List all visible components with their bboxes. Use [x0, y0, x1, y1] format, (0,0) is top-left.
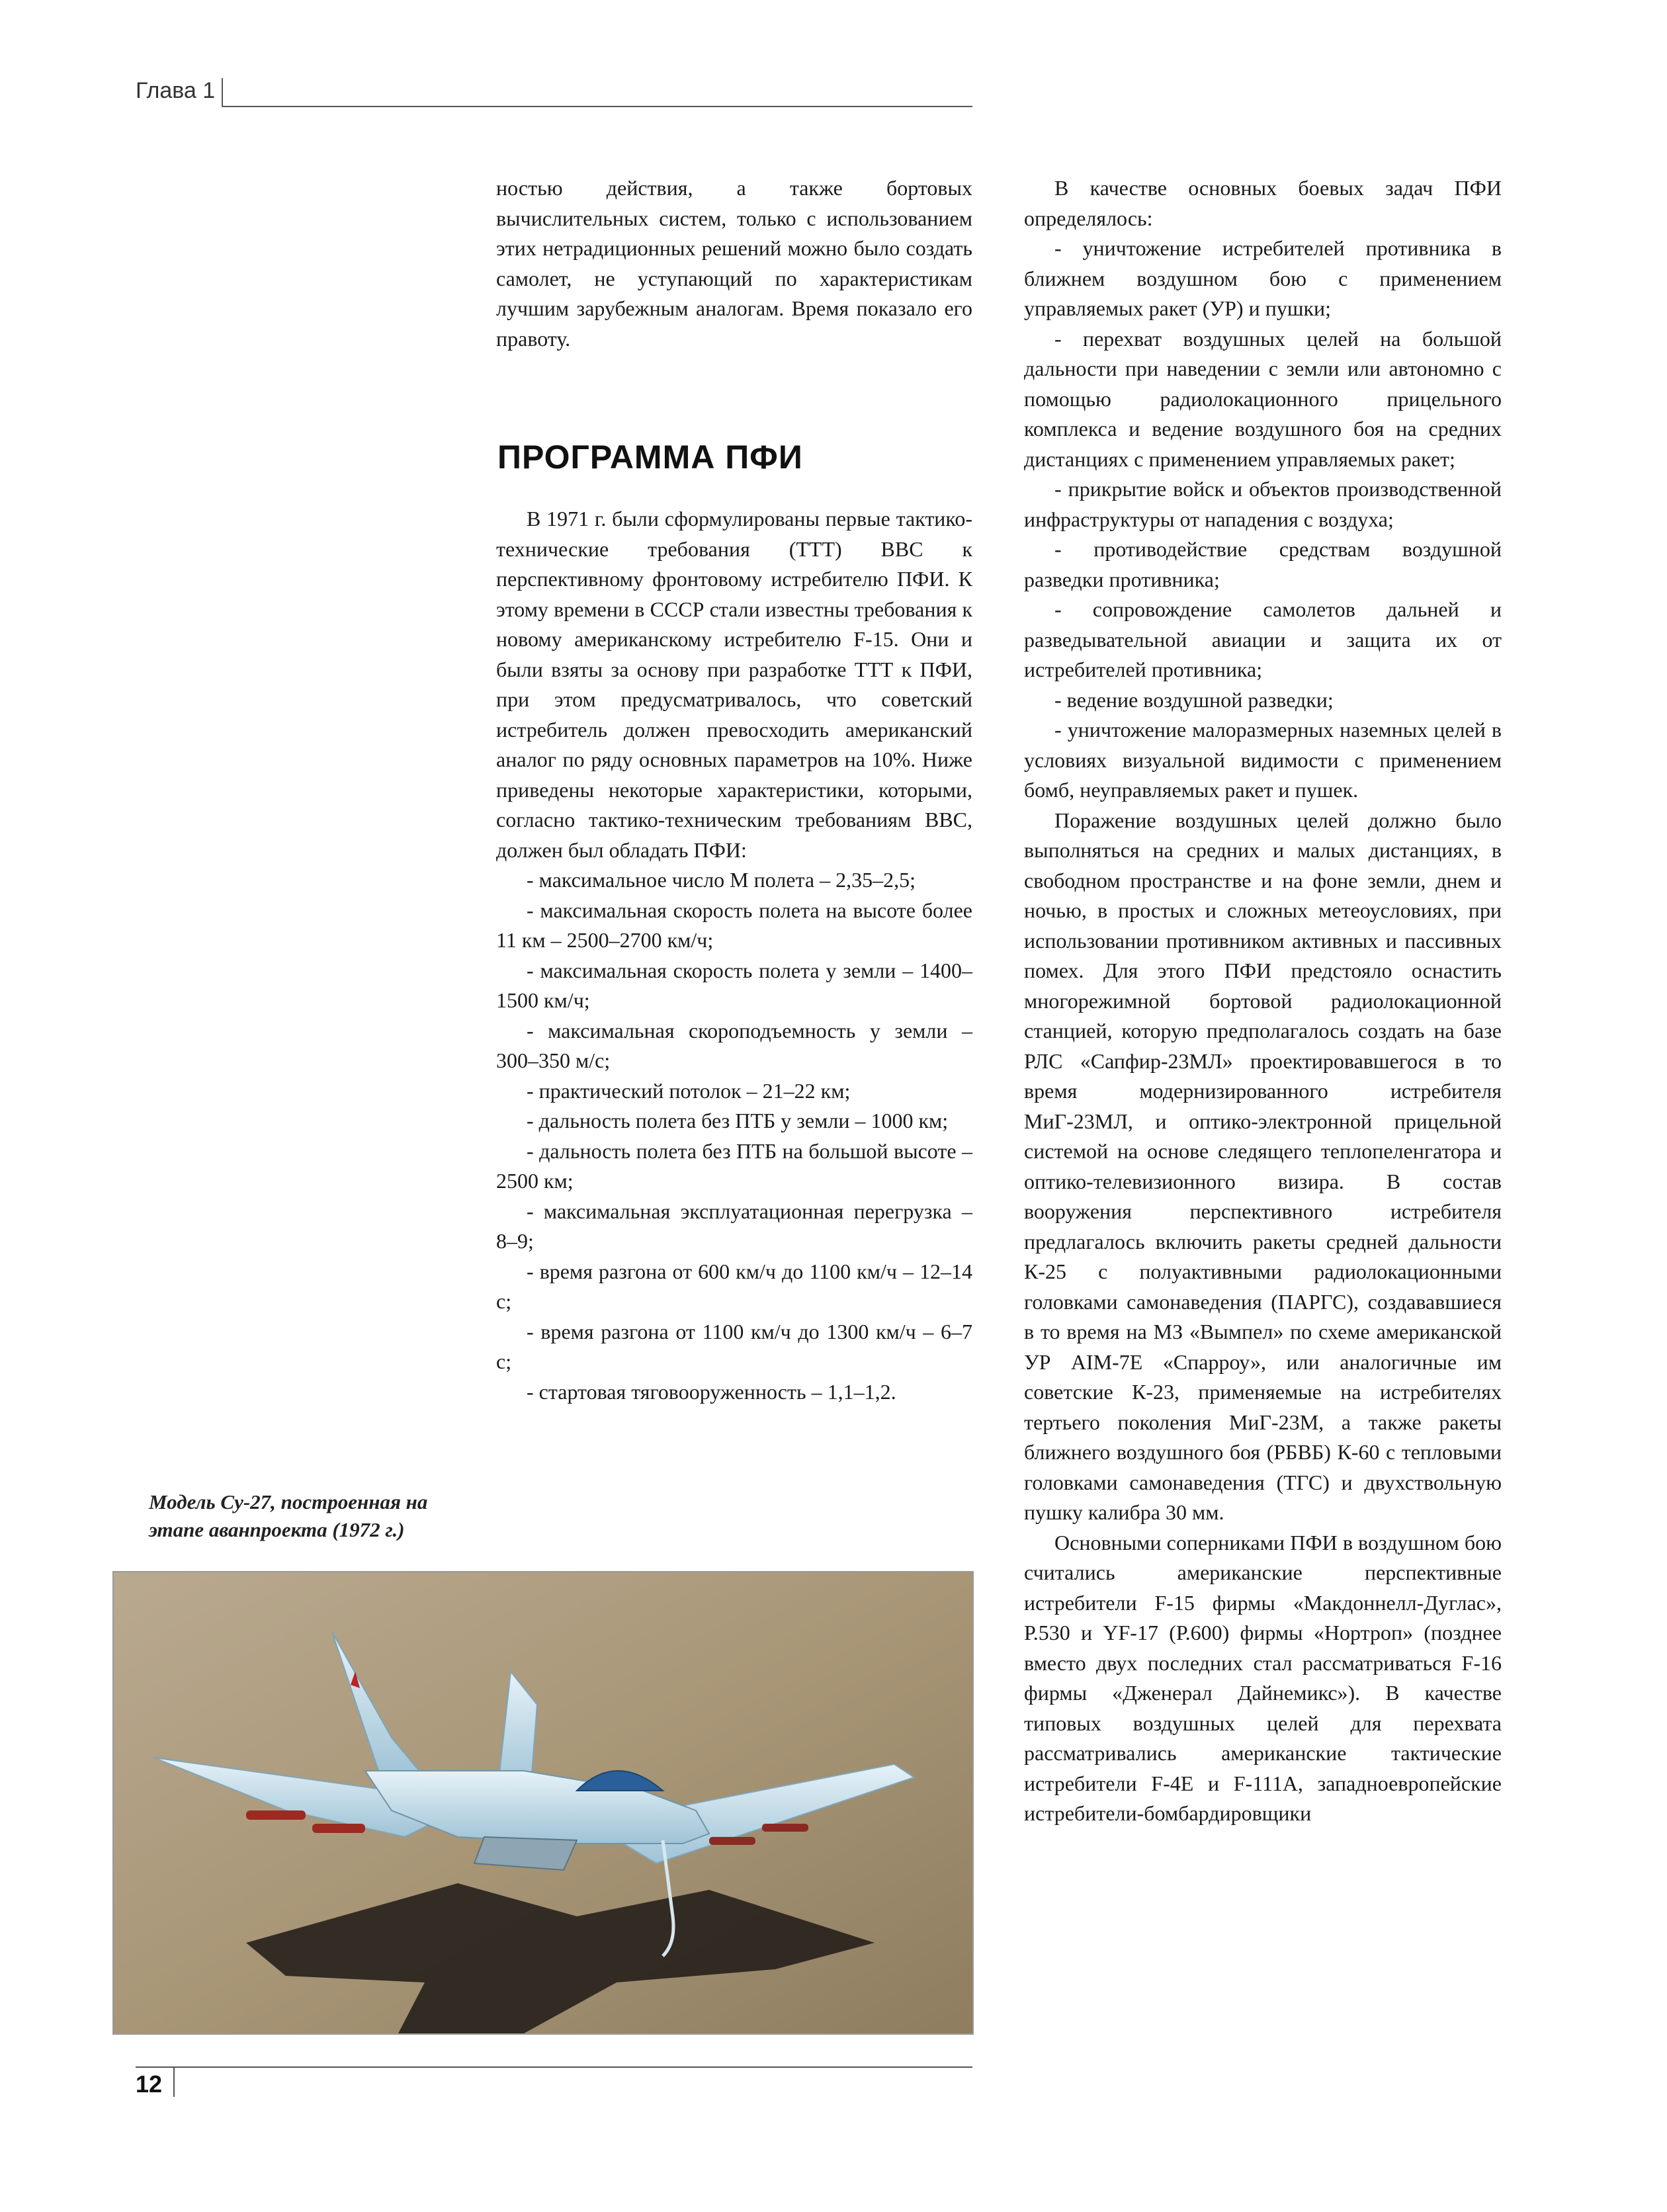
list-item: - перехват воздушных целей на большой дальности при наведении с земли или автономно с помощью радиолокационного прицельного комплекса и ведение воздушного боя на средних дистанциях с применением управляемых ракет; — [1024, 326, 1502, 471]
list-item: - противодействие средствам воздушной разведки противника; — [1024, 537, 1502, 591]
list-item: - максимальная эксплуатационная перегрузка – 8–9; — [496, 1199, 972, 1253]
column-3 — [1024, 173, 1502, 1829]
list-item: - уничтожение истребителей противника в ближнем воздушном бою с применением управляемых ракет (УР) и пушки; — [1024, 236, 1502, 320]
list-item: - уничтожение малоразмерных наземных целей в условиях визуальной видимости с применением бомб, неуправляемых ракет и пушек. — [1024, 718, 1502, 802]
list-item: - максимальная скорость полета у земли – 1400–1500 км/ч; — [496, 958, 972, 1012]
aircraft-model-illustration — [114, 1572, 972, 2033]
list-item: - практический потолок – 21–22 км; — [527, 1078, 851, 1103]
photo-caption: Модель Су-27, построенная на этапе аванпроекта (1972 г.) — [149, 1490, 428, 1541]
list-item: - сопровождение самолетов дальней и разведывательной авиации и защита их от истребителей противника; — [1024, 597, 1502, 681]
list-item: - время разгона от 600 км/ч до 1100 км/ч – 12–14 с; — [496, 1259, 972, 1313]
aircraft-model-photo — [112, 1571, 974, 2035]
footer-tick — [173, 2068, 175, 2097]
footer-rule — [136, 2066, 972, 2068]
list-item: - максимальное число М полета – 2,35–2,5; — [527, 868, 916, 892]
paragraph: В 1971 г. были сформулированы первые тактико-технические требования (ТТТ) ВВС к перспективному фронтовому истребителю ПФИ. К этому времени в СССР стали известны требования к новому американскому истребителю F-15. Они и были взяты за основу при разработке ТТТ к ПФИ, при этом предусматривалось, что советский истребитель должен превосходить американский аналог по ряду основных параметров на 10%. Ниже приведены некоторые характеристики, которыми, согласно тактико-техническим требованиям ВВС, должен был обладать ПФИ: — [496, 507, 972, 862]
paragraph: ностью действия, а также бортовых вычислительных систем, только с использованием этих нетрадиционных решений можно было создать самолет, не уступающий по характеристикам лучшим зарубежным аналогам. Время показало его правоту. — [496, 176, 972, 351]
paragraph: В качестве основных боевых задач ПФИ определялось: — [1024, 176, 1502, 230]
list-item: - дальность полета без ПТБ у земли – 1000 км; — [527, 1109, 949, 1132]
page-number: 12 — [136, 2070, 163, 2098]
list-item: - максимальная скороподъемность у земли – 300–350 м/с; — [496, 1018, 972, 1072]
list-item: - максимальная скорость полета на высоте более 11 км – 2500–2700 км/ч; — [496, 898, 972, 952]
section-title: ПРОГРАММА ПФИ — [497, 439, 803, 476]
list-item: - дальность полета без ПТБ на большой высоте – 2500 км; — [496, 1138, 972, 1193]
header-tick — [222, 78, 223, 107]
chapter-label: Глава 1 — [136, 78, 216, 103]
header-rule — [222, 106, 972, 107]
paragraph: Поражение воздушных целей должно было выполняться на средних и малых дистанциях, в свободном пространстве и на фоне земли, днем и ночью, в простых и сложных метеоусловиях, при использовании противником активных и пассивных помех. Для этого ПФИ предстояло оснастить многорежимной бортовой радиолокационной станцией, которую предполагалось создать на базе РЛС «Сапфир-23МЛ» проектировавшегося в то время модернизированного истребителя МиГ-23МЛ, и оптико-электронной прицельной системой на основе следящего теплопеленгатора и оптико-телевизионного визира. В состав вооружения перспективного истребителя предлагалось включить ракеты средней дальности К-25 с полуактивными радиолокационными головками самонаведения (ПАРГС), создававшиеся в то время на МЗ «Вымпел» по схеме американской УР AIM-7E «Спарроу», или аналогичные им советские К-23, применяемые на истребителях тертьего поколения МиГ-23М, а также ракеты ближнего воздушного боя (РБВБ) К-60 с тепловыми головками самонаведения (ТГС) и двухствольную пушку калибра 30 мм. — [1024, 808, 1502, 1524]
list-item: - ведение воздушной разведки; — [1054, 687, 1334, 712]
list-item: - время разгона от 1100 км/ч до 1300 км/ч – 6–7 с; — [496, 1319, 972, 1373]
list-item: - прикрытие войск и объектов производственной инфраструктуры от нападения с воздуха; — [1024, 477, 1502, 531]
paragraph: Основными соперниками ПФИ в воздушном бою считались американские перспективные истребители F-15 фирмы «Макдоннелл-Дуглас», Р.530 и YF-17 (Р.600) фирмы «Нортроп» (позднее вместо двух последних стал рассматриваться F-16 фирмы «Дженерал Дайнемикс»). В качестве типовых воздушных целей для перехвата рассматривались американские тактические истребители F-4E и F-111A, западноевропейские истребители-бомбардировщики — [1024, 1530, 1502, 1825]
column-2-main — [496, 504, 972, 1407]
column-2-top — [496, 173, 972, 354]
list-item: - стартовая тяговооруженность – 1,1–1,2. — [527, 1379, 896, 1404]
page-header — [136, 78, 972, 111]
